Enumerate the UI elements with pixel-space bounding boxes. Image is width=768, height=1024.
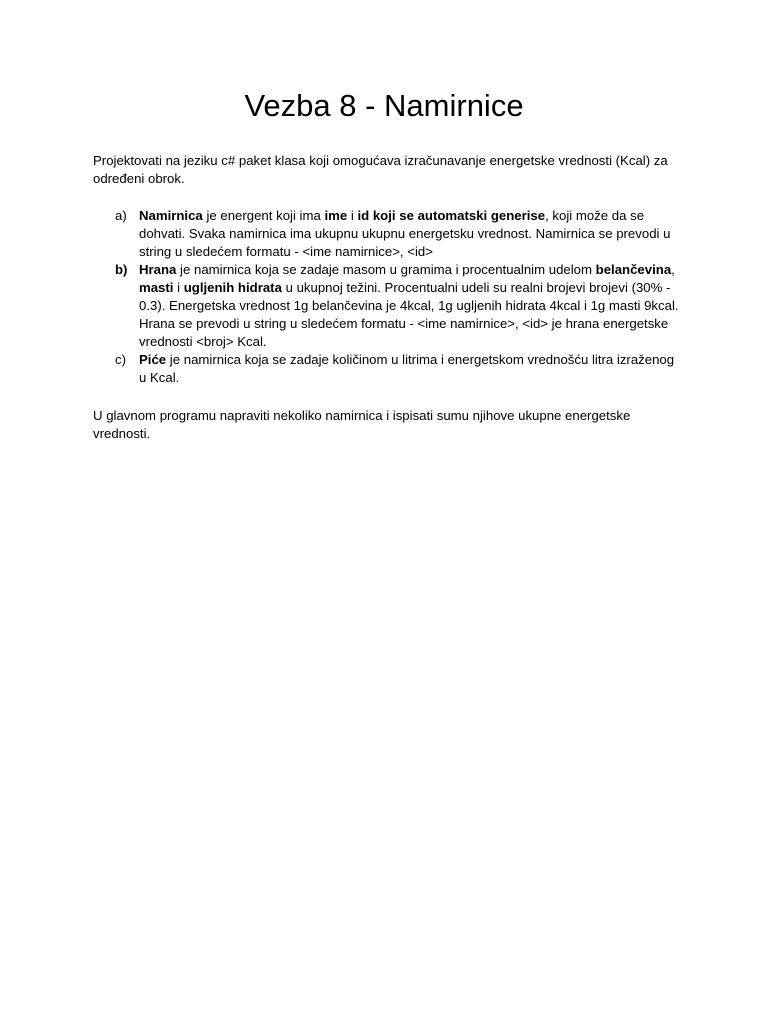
item-text: ,: [671, 262, 675, 277]
list-marker: b): [115, 262, 128, 277]
list-marker: c): [115, 352, 126, 367]
item-text: je energent koji ima: [202, 208, 325, 223]
requirements-list: [93, 207, 683, 387]
intro-paragraph: Projektovati na jeziku c# paket klasa koji omogućava izračunavanje energetske vrednosti (Kcal) za određeni obrok.: [93, 153, 668, 186]
item-text: je namirnica koja se zadaje masom u gramima i procentualnim udelom: [176, 262, 596, 277]
list-marker: a): [115, 208, 127, 223]
item-text: i: [173, 280, 184, 295]
term-belancevina: belančevina: [595, 262, 672, 277]
page-title: Vezba 8 - Namirnice: [244, 88, 524, 123]
list-item-namirnica: [93, 207, 683, 261]
term-ime: ime: [324, 208, 348, 223]
item-text: , koji može da se dohvati. Svaka namirnica ima ukupnu ukupnu energetsku vrednost. Namirnica se prevodi u string u sledećem formatu - <ime namirnice>, <id>: [139, 208, 671, 259]
item-text: i: [347, 208, 358, 223]
term-pice: Piće: [139, 352, 167, 367]
term-masti: masti: [139, 280, 174, 295]
list-item-hrana: [93, 261, 683, 351]
term-namirnica: Namirnica: [139, 208, 203, 223]
item-text: u ukupnoj težini. Procentualni udeli su realni brojevi brojevi (30% - 0.3). Energetska vrednost 1g belančevina je 4kcal, 1g ugljenih hidrata 4kcal i 1g masti 9kcal. Hrana se prevodi u string u sledećem formatu - <ime namirnice>, <id> je hrana energetske vrednosti <broj> Kcal.: [139, 280, 679, 349]
outro-paragraph: U glavnom programu napraviti nekoliko namirnica i ispisati sumu njihove ukupne energetske vrednosti.: [93, 408, 631, 441]
item-text: je namirnica koja se zadaje količinom u litrima i energetskom vrednošću litra izraženog u Kcal.: [139, 352, 675, 385]
term-ugljenih-hidrata: ugljenih hidrata: [183, 280, 282, 295]
term-id: id koji se automatski generise: [357, 208, 546, 223]
term-hrana: Hrana: [139, 262, 177, 277]
list-item-pice: [93, 351, 683, 387]
